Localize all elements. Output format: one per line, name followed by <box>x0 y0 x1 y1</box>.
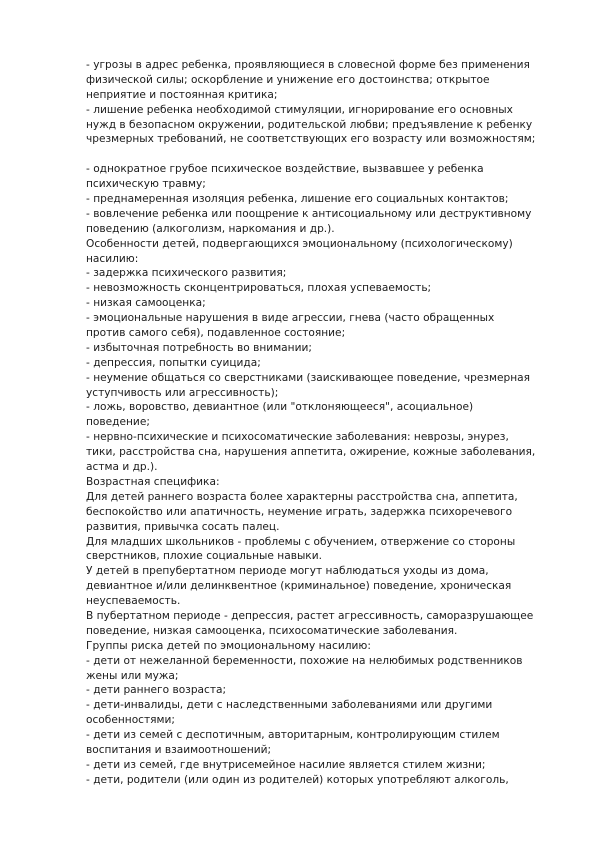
text-line: нужд в безопасном окружении, родительской любви; предъявление к ребенку <box>86 118 533 131</box>
text-line: астма и др.). <box>86 461 158 474</box>
text-line: - низкая самооценка; <box>86 297 206 310</box>
text-line: - ложь, воровство, девиантное (или "отклоняющееся", асоциальное) <box>86 401 474 414</box>
text-line: физической силы; оскорбление и унижение его достоинства; открытое <box>86 73 490 86</box>
text-line: - лишение ребенка необходимой стимуляции, игнорирование его основных <box>86 103 513 116</box>
text-line: воспитания и взаимоотношений; <box>86 743 272 756</box>
text-line: - преднамеренная изоляция ребенка, лишение его социальных контактов; <box>86 193 509 206</box>
text-line: девиантное и/или делинквентное (криминальное) поведение, хроническая <box>86 580 512 593</box>
document-body <box>86 58 556 788</box>
text-line: - дети из семей, где внутрисемейное насилие является стилем жизни; <box>86 758 486 771</box>
text-line: сверстников, плохие социальные навыки. <box>86 550 322 563</box>
text-line: уступчивость или агрессивность); <box>86 386 279 399</box>
text-line: неприятие и постоянная критика; <box>86 88 278 101</box>
text-line: тики, расстройства сна, нарушения аппетита, ожирение, кожные заболевания, <box>86 446 536 459</box>
text-line: - дети, родители (или один из родителей) которых употребляют алкоголь, <box>86 773 509 786</box>
text-line: развития, привычка сосать палец. <box>86 520 280 533</box>
text-line: У детей в препубертатном периоде могут наблюдаться уходы из дома, <box>86 565 489 578</box>
text-line: чрезмерных требований, не соответствующих его возрасту или возможностям; <box>86 133 536 146</box>
text-line: - вовлечение ребенка или поощрение к антисоциальному или деструктивному <box>86 207 532 220</box>
text-line: - неумение общаться со сверстниками (заискивающее поведение, чрезмерная <box>86 371 531 384</box>
text-line: Группы риска детей по эмоциональному насилию: <box>86 639 371 652</box>
text-line: - дети от нежеланной беременности, похожие на нелюбимых родственников <box>86 654 523 667</box>
text-line: Для детей раннего возраста более характерны расстройства сна, аппетита, <box>86 490 518 503</box>
text-line: - дети-инвалиды, дети с наследственными заболеваниями или другими <box>86 699 493 712</box>
text-line: поведение; <box>86 416 150 429</box>
text-line: - дети раннего возраста; <box>86 684 227 697</box>
text-line: - избыточная потребность во внимании; <box>86 341 312 354</box>
text-line: особенностями; <box>86 714 175 727</box>
text-line: - невозможность сконцентрироваться, плохая успеваемость; <box>86 282 432 295</box>
text-line: - задержка психического развития; <box>86 267 287 280</box>
text-line: поведению (алкоголизм, наркомания и др.). <box>86 222 335 235</box>
text-line: насилию: <box>86 252 139 265</box>
text-line: - депрессия, попытки суицида; <box>86 356 261 369</box>
text-line: Для младших школьников - проблемы с обучением, отвержение со стороны <box>86 535 516 548</box>
blank-line <box>86 147 556 162</box>
text-line: Особенности детей, подвергающихся эмоциональному (психологическому) <box>86 237 513 250</box>
text-line: Возрастная специфика: <box>86 475 220 488</box>
text-line: - однократное грубое психическое воздействие, вызвавшее у ребенка <box>86 163 484 176</box>
text-line: беспокойство или апатичность, неумение играть, задержка психоречевого <box>86 505 513 518</box>
text-line: - эмоциональные нарушения в виде агрессии, гнева (часто обращенных <box>86 312 495 325</box>
text-line: - угрозы в адрес ребенка, проявляющиеся в словесной форме без применения <box>86 59 530 71</box>
text-line: В пубертатном периоде - депрессия, растет агрессивность, саморазрушающее <box>86 609 534 622</box>
text-line: поведение, низкая самооценка, психосоматические заболевания. <box>86 624 458 637</box>
text-line: психическую травму; <box>86 178 206 191</box>
text-line: жены или мужа; <box>86 669 179 682</box>
text-line: - нервно-психические и психосоматические заболевания: неврозы, энурез, <box>86 431 509 444</box>
text-line: - дети из семей с деспотичным, авторитарным, контролирующим стилем <box>86 729 500 742</box>
text-line: против самого себя), подавленное состояние; <box>86 327 346 340</box>
text-line: неуспеваемость. <box>86 595 181 608</box>
